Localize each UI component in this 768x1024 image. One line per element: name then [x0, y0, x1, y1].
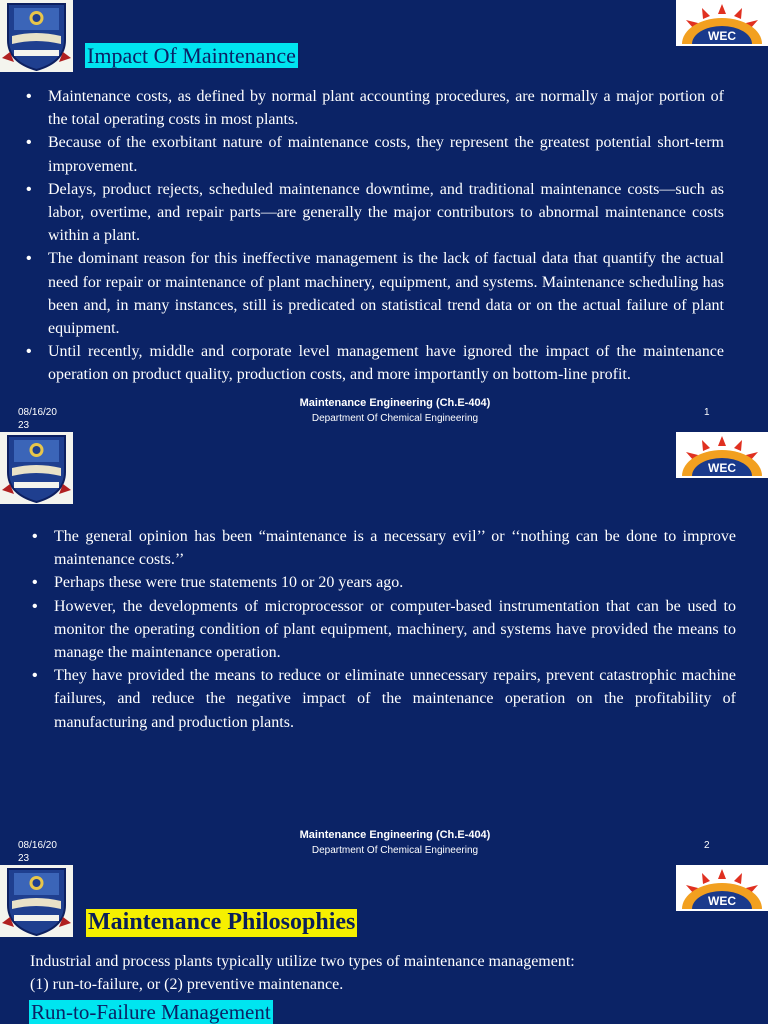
bullet-item: • Maintenance costs, as defined by normal plant accounting procedures, are normally a major portion of the total operating costs in most plants.	[26, 85, 724, 131]
bullet-item: • Perhaps these were true statements 10 or 20 years ago.	[32, 571, 736, 594]
section-subtitle: Run-to-Failure Management	[31, 1000, 271, 1024]
footer-page-number: 2	[704, 840, 710, 851]
wec-logo-text: WEC	[708, 461, 736, 475]
university-seal-logo	[0, 432, 73, 504]
footer-page-number: 1	[704, 407, 710, 418]
footer-course-info	[230, 396, 560, 426]
wec-logo	[676, 865, 768, 911]
wec-logo-text: WEC	[708, 29, 736, 43]
bullet-list	[26, 85, 724, 387]
footer-department: Department Of Chemical Engineering	[311, 845, 479, 856]
bullet-item: • Delays, product rejects, scheduled maintenance downtime, and traditional maintenance costs—such as labor, overtime, and repair parts—are generally the major contributors to abnormal maintenance costs within a plant.	[26, 178, 724, 248]
bullet-item: • They have provided the means to reduce or eliminate unnecessary repairs, prevent catastrophic machine failures, and reduce the negative impact of the maintenance operation on the profitability of manufacturing and production plants.	[32, 664, 736, 734]
university-seal-logo	[0, 865, 73, 937]
bullet-item: • The dominant reason for this ineffective management is the lack of factual data that quantify the actual need for repair or maintenance of plant machinery, equipment, and systems. Maintenance scheduling has been and, in many instances, still is predicated on statistical trend data or on the actual failure of plant equipment.	[26, 247, 724, 340]
footer-date: 08/16/2023	[18, 407, 57, 431]
slide-1	[0, 0, 768, 432]
footer-course-info	[230, 828, 560, 858]
bullet-item: • However, the developments of microprocessor or computer-based instrumentation that can be used to monitor the operating condition of plant equipment, machinery, and systems have provided the means to manage the maintenance operation.	[32, 595, 736, 665]
bullet-item: • Because of the exorbitant nature of maintenance costs, they represent the greatest potential short-term improvement.	[26, 131, 724, 177]
footer-department: Department Of Chemical Engineering	[311, 413, 479, 424]
footer-date: 08/16/2023	[18, 840, 57, 864]
slide-3	[0, 865, 768, 1024]
intro-line-2: (1) run-to-failure, or (2) preventive maintenance.	[30, 976, 344, 993]
bullet-list	[32, 525, 736, 734]
slide-title: Impact Of Maintenance	[87, 43, 296, 68]
intro-line-1: Industrial and process plants typically utilize two types of maintenance management:	[30, 953, 575, 970]
wec-logo	[676, 432, 768, 478]
bullet-item: • Until recently, middle and corporate level management have ignored the impact of the maintenance operation on product quality, production costs, and more importantly on bottom-line profit.	[26, 340, 724, 386]
footer-course: Maintenance Engineering (Ch.E-404)	[299, 397, 491, 409]
footer-course: Maintenance Engineering (Ch.E-404)	[299, 829, 491, 841]
bullet-item: • The general opinion has been “maintenance is a necessary evil’’ or ‘‘nothing can be done to improve maintenance costs.’’	[32, 525, 736, 571]
university-seal-logo	[0, 0, 73, 72]
wec-logo	[676, 0, 768, 46]
wec-logo-text: WEC	[708, 894, 736, 908]
slide-title: Maintenance Philosophies	[88, 909, 356, 935]
slide-2	[0, 432, 768, 865]
